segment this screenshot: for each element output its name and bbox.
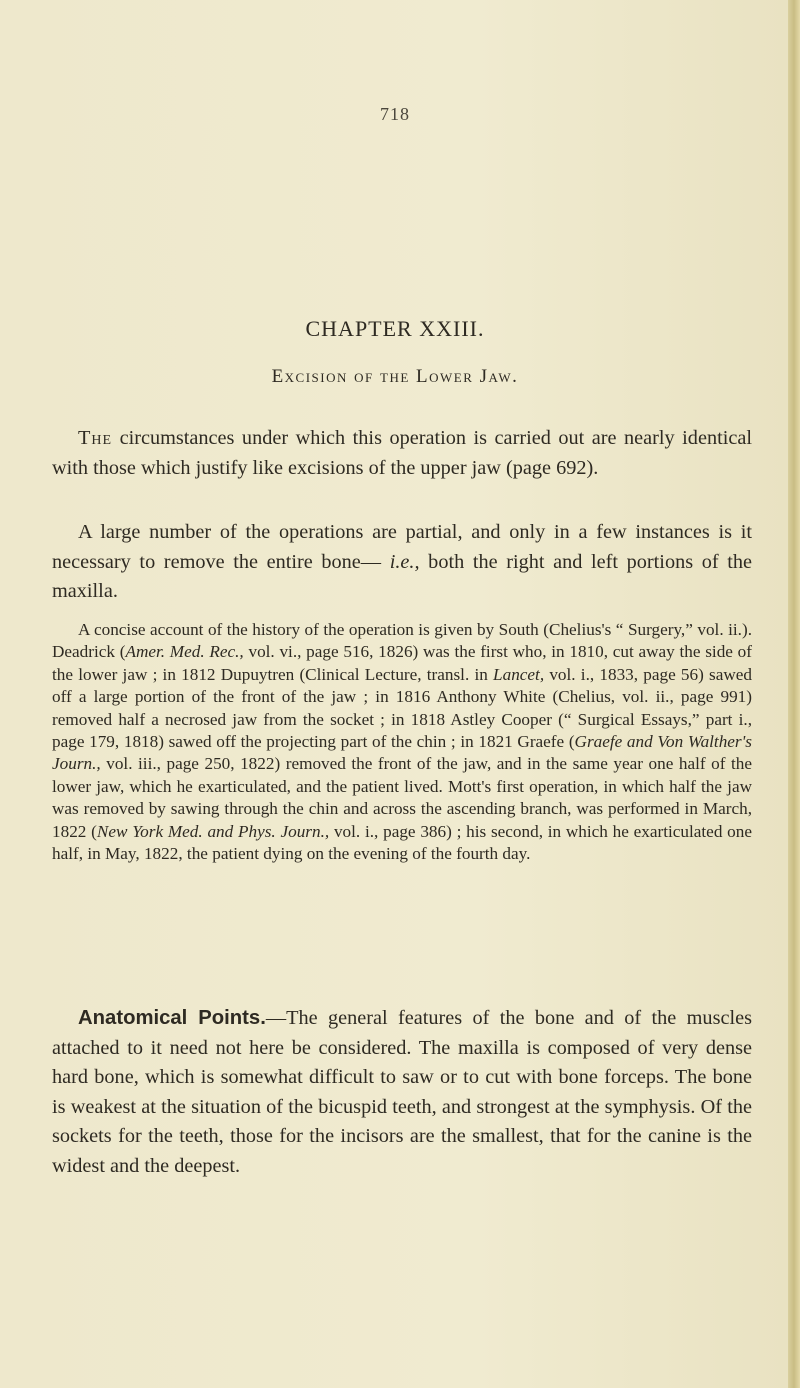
history-ref-2: Lancet, (493, 664, 545, 684)
paragraph-anatomy-text: —The general features of the bone and of the muscles attached to it need not here be considered. The maxilla is composed of very dense hard bone, which is somewhat difficult to saw or to cut with bone forceps. The bone is weakest at the situation of the bicuspid teeth, and strongest at the symphysis. Of the sockets for the teeth, those for the incisors are the smallest, that for the canine is the widest and the deepest. (52, 1007, 752, 1177)
page-number: 718 (380, 104, 410, 124)
history-ref-3: Graefe and Von Walther's Journ., (52, 732, 752, 774)
history-text-2: vol. vi., page 516, 1826) was the first who, in 1810, cut away the side of the lower jaw ; in 1812 Dupuytren (Clinical Lecture, transl. in (52, 642, 752, 684)
history-ref-4: New York Med. and Phys. Journ., (96, 821, 330, 841)
history-text-4: vol. iii., page 250, 1822) removed the front of the jaw, and in the same year one half of the lower jaw, which he exarticulated, and the patient lived. Mott's first operation, in which half the jaw was removed by sawing through the chin and across the ascending branch, was performed in March, 1822 ( (52, 754, 752, 841)
history-ref-1: Amer. Med. Rec., (125, 642, 244, 662)
section-title: Excision of the Lower Jaw. (271, 366, 519, 387)
history-text-3: vol. i., 1833, page 56) sawed off a large portion of the front of the jaw ; in 1816 Anthony White (Chelius, vol. ii., page 991) removed half a necrosed jaw from the socket ; in 1818 Astley Cooper (“ Surgical Essays,” part i., page 179, 1818) sawed off the projecting part of the chin ; in 1821 Graefe ( (52, 664, 752, 752)
chapter-heading: CHAPTER XXIII. (305, 316, 485, 341)
history-text-5: vol. i., page 386) ; his second, in which he exarticulated one half, in May, 1822, the patient dying on the evening of the fourth day. (52, 821, 752, 864)
paragraph-anatomy (52, 1004, 752, 1181)
anatomical-points-heading: Anatomical Points. (78, 1007, 266, 1029)
first-word: The (78, 427, 113, 449)
paragraph-intro-text: circumstances under which this operation is carried out are nearly identical with those which justify like excisions of the upper jaw (page 692). (52, 427, 752, 479)
ie-abbrev: i.e., (389, 550, 420, 573)
paragraph-partial-text-end: both the right and left portions of the maxilla. (52, 550, 752, 602)
paragraph-partial (52, 518, 752, 607)
paragraph-intro (52, 424, 752, 483)
history-text-1: A concise account of the history of the operation is given by South (Chelius's “ Surgery,” vol. ii.). Deadrick ( (52, 620, 752, 662)
paragraph-partial-text: A large number of the operations are partial, and only in a few instances is it necessary to remove the entire bone— (52, 521, 752, 573)
paragraph-history (52, 619, 752, 865)
page-edge (788, 0, 800, 1388)
